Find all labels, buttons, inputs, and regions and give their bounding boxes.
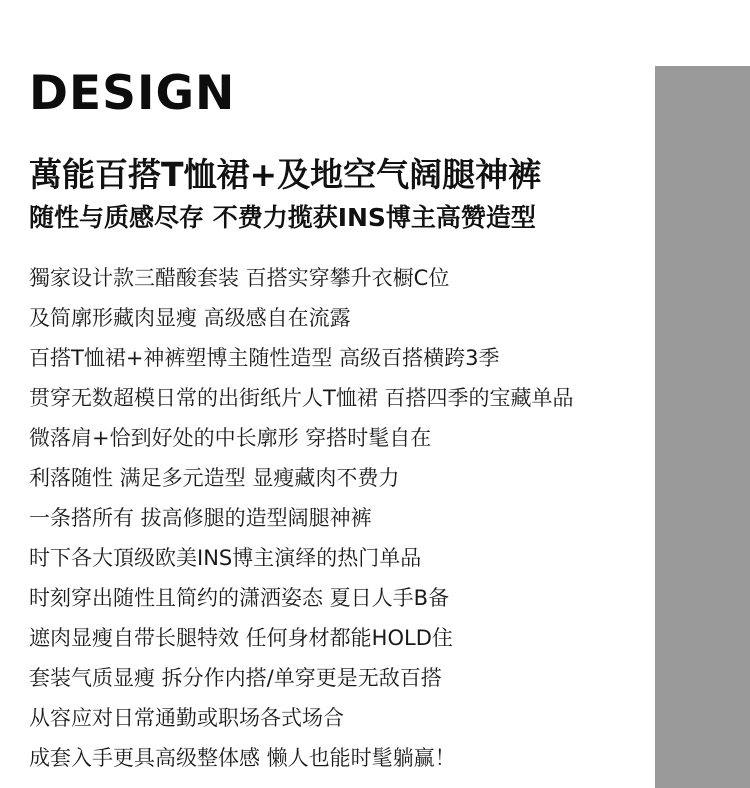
description-line: 百搭T恤裙+神裤塑博主随性造型 高级百搭横跨3季 bbox=[29, 346, 500, 370]
description-line: 贯穿无数超模日常的出街纸片人T恤裙 百搭四季的宝藏单品 bbox=[29, 386, 574, 410]
description-line: 微落肩+恰到好处的中长廓形 穿搭时髦自在 bbox=[29, 426, 432, 450]
description-line: 及简廓形藏肉显瘦 高级感自在流露 bbox=[29, 306, 351, 330]
gray-side-panel bbox=[655, 66, 750, 788]
description-line: 遮肉显瘦自带长腿特效 任何身材都能HOLD住 bbox=[29, 626, 453, 650]
description-line: 獨家设计款三醋酸套装 百搭实穿攀升衣橱C位 bbox=[29, 266, 450, 290]
section-heading: DESIGN bbox=[29, 66, 236, 121]
description-line: 成套入手更具高级整体感 懒人也能时髦躺赢！ bbox=[29, 746, 456, 770]
description-line: 时下各大頂级欧美INS博主演绎的热门单品 bbox=[29, 546, 422, 570]
description-line: 时刻穿出随性且简约的潇洒姿态 夏日人手B备 bbox=[29, 586, 450, 610]
description-line: 利落随性 满足多元造型 显瘦藏肉不费力 bbox=[29, 466, 400, 490]
description-list bbox=[29, 258, 574, 778]
product-headline: 萬能百搭T恤裙+及地空气阔腿神裤 bbox=[29, 155, 542, 194]
product-subheadline: 随性与质感尽存 不费力揽获INS博主高赞造型 bbox=[29, 203, 536, 232]
description-line: 从容应对日常通勤或职场各式场合 bbox=[29, 706, 344, 730]
description-line: 套装气质显瘦 拆分作内搭/单穿更是无敌百搭 bbox=[29, 666, 442, 690]
description-line: 一条搭所有 拔高修腿的造型阔腿神裤 bbox=[29, 506, 372, 530]
